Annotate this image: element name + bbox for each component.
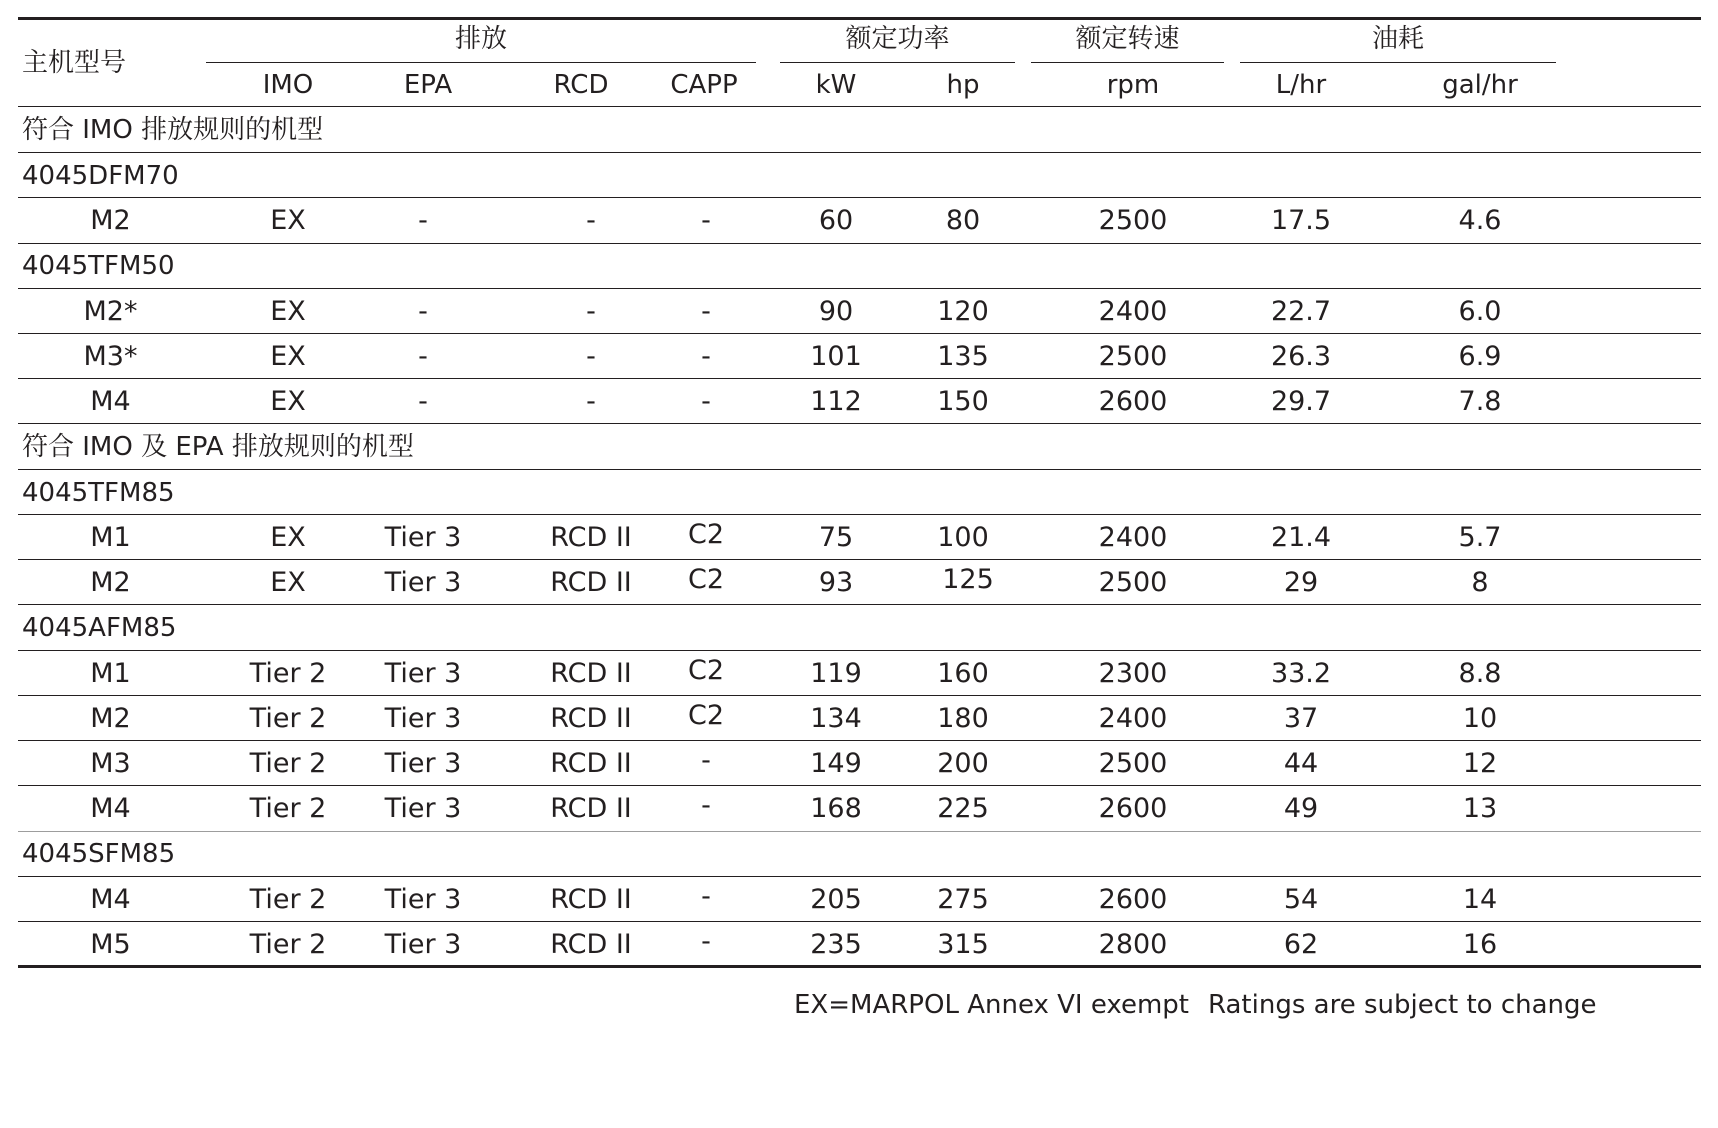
cell-rpm: 2400 [1098, 296, 1168, 327]
cell-kw: 101 [810, 341, 862, 372]
footnote-ratings: Ratings are subject to change [1208, 990, 1597, 1020]
cell-imo: EX [270, 296, 306, 327]
cell-imo: Tier 2 [249, 793, 327, 824]
footnote-exempt: EX=MARPOL Annex VI exempt [794, 990, 1190, 1020]
cell-rpm: 2600 [1098, 793, 1168, 824]
cell-variant: M1 [90, 658, 131, 689]
cell-capp: C2 [687, 564, 725, 595]
cell-gal-hr: 13 [1462, 793, 1498, 824]
cell-rpm: 2300 [1098, 658, 1168, 689]
header-group-rule-power [780, 62, 1015, 63]
cell-gal-hr: 8.8 [1458, 658, 1502, 689]
cell-kw: 235 [810, 929, 862, 960]
cell-epa: Tier 3 [384, 567, 462, 598]
header-group-speed: 额定转速 [1075, 24, 1180, 54]
cell-rcd: RCD II [550, 567, 632, 598]
cell-rcd: RCD II [550, 703, 632, 734]
cell-imo: Tier 2 [249, 929, 327, 960]
cell-hp: 180 [937, 703, 989, 734]
cell-variant: M1 [90, 522, 131, 553]
cell-gal-hr: 4.6 [1458, 205, 1502, 236]
cell-rcd: - [586, 386, 596, 417]
row-rule [18, 288, 1701, 289]
cell-hp: 150 [937, 386, 989, 417]
cell-kw: 75 [818, 522, 854, 553]
cell-capp: - [701, 926, 711, 957]
cell-kw: 93 [818, 567, 854, 598]
cell-epa: - [418, 205, 428, 236]
row-rule [18, 559, 1701, 560]
cell-rcd: RCD II [550, 929, 632, 960]
cell-epa: Tier 3 [384, 929, 462, 960]
cell-imo: EX [270, 386, 306, 417]
cell-l-hr: 62 [1283, 929, 1319, 960]
row-rule [18, 785, 1701, 786]
row-rule [18, 876, 1701, 877]
engine-model-name: 4045TFM50 [22, 251, 175, 281]
cell-rpm: 2800 [1098, 929, 1168, 960]
cell-l-hr: 44 [1283, 748, 1319, 779]
row-rule [18, 604, 1701, 605]
header-col-gal-hr: gal/hr [1442, 70, 1518, 100]
cell-hp: 135 [937, 341, 989, 372]
cell-epa: Tier 3 [384, 884, 462, 915]
cell-hp: 100 [937, 522, 989, 553]
cell-kw: 90 [818, 296, 854, 327]
cell-kw: 168 [810, 793, 862, 824]
cell-imo: Tier 2 [249, 658, 327, 689]
cell-gal-hr: 5.7 [1458, 522, 1502, 553]
cell-hp: 125 [942, 564, 994, 595]
header-bottom-rule [18, 106, 1701, 107]
header-col-rcd: RCD [553, 70, 609, 100]
cell-l-hr: 17.5 [1270, 205, 1332, 236]
cell-variant: M3* [83, 341, 138, 372]
cell-epa: - [418, 386, 428, 417]
cell-capp: C2 [687, 519, 725, 550]
header-col-epa: EPA [403, 70, 453, 100]
engine-model-name: 4045TFM85 [22, 478, 175, 508]
cell-l-hr: 33.2 [1270, 658, 1332, 689]
cell-epa: Tier 3 [384, 793, 462, 824]
cell-variant: M2 [90, 567, 131, 598]
cell-variant: M2 [90, 205, 131, 236]
cell-hp: 120 [937, 296, 989, 327]
cell-l-hr: 54 [1283, 884, 1319, 915]
cell-variant: M3 [90, 748, 131, 779]
cell-imo: Tier 2 [249, 703, 327, 734]
cell-gal-hr: 7.8 [1458, 386, 1502, 417]
header-group-rule-fuel [1240, 62, 1556, 63]
cell-capp: - [701, 745, 711, 776]
cell-l-hr: 26.3 [1270, 341, 1332, 372]
cell-capp: - [701, 205, 711, 236]
cell-rpm: 2500 [1098, 205, 1168, 236]
header-group-fuel: 油耗 [1371, 24, 1424, 54]
cell-imo: EX [270, 522, 306, 553]
cell-l-hr: 21.4 [1270, 522, 1332, 553]
cell-rpm: 2500 [1098, 341, 1168, 372]
cell-capp: C2 [687, 655, 725, 686]
cell-rcd: - [586, 341, 596, 372]
cell-epa: - [418, 341, 428, 372]
row-rule [18, 831, 1701, 832]
row-rule [18, 378, 1701, 379]
cell-imo: Tier 2 [249, 884, 327, 915]
cell-hp: 80 [945, 205, 981, 236]
cell-imo: Tier 2 [249, 748, 327, 779]
header-model-label: 主机型号 [22, 48, 127, 78]
header-col-kw: kW [815, 70, 857, 100]
cell-variant: M4 [90, 884, 131, 915]
cell-kw: 60 [818, 205, 854, 236]
row-rule [18, 423, 1701, 424]
table-bottom-rule [18, 965, 1701, 968]
row-rule [18, 243, 1701, 244]
section-title: 符合 IMO 排放规则的机型 [22, 115, 324, 145]
cell-epa: - [418, 296, 428, 327]
cell-capp: - [701, 296, 711, 327]
table-top-rule [18, 17, 1701, 20]
cell-rpm: 2600 [1098, 884, 1168, 915]
row-rule [18, 514, 1701, 515]
cell-variant: M4 [90, 793, 131, 824]
cell-gal-hr: 16 [1462, 929, 1498, 960]
cell-kw: 119 [810, 658, 862, 689]
cell-l-hr: 49 [1283, 793, 1319, 824]
row-rule [18, 197, 1701, 198]
cell-hp: 275 [937, 884, 989, 915]
cell-capp: - [701, 341, 711, 372]
cell-variant: M2* [83, 296, 138, 327]
header-col-imo: IMO [262, 70, 314, 100]
cell-rpm: 2500 [1098, 748, 1168, 779]
header-group-power: 额定功率 [845, 24, 950, 54]
engine-model-name: 4045DFM70 [22, 161, 179, 191]
cell-gal-hr: 6.0 [1458, 296, 1502, 327]
cell-kw: 134 [810, 703, 862, 734]
cell-rcd: - [586, 205, 596, 236]
cell-l-hr: 29 [1283, 567, 1319, 598]
cell-rcd: RCD II [550, 658, 632, 689]
header-group-rule-emissions [206, 62, 756, 63]
cell-imo: EX [270, 205, 306, 236]
cell-l-hr: 37 [1283, 703, 1319, 734]
cell-kw: 149 [810, 748, 862, 779]
cell-gal-hr: 8 [1471, 567, 1489, 598]
cell-capp: C2 [687, 700, 725, 731]
cell-l-hr: 29.7 [1270, 386, 1332, 417]
cell-gal-hr: 14 [1462, 884, 1498, 915]
row-rule [18, 650, 1701, 651]
cell-hp: 315 [937, 929, 989, 960]
cell-capp: - [701, 881, 711, 912]
header-col-hp: hp [946, 70, 980, 100]
cell-rcd: RCD II [550, 522, 632, 553]
cell-rcd: - [586, 296, 596, 327]
cell-rcd: RCD II [550, 793, 632, 824]
cell-hp: 200 [937, 748, 989, 779]
cell-variant: M2 [90, 703, 131, 734]
cell-rcd: RCD II [550, 748, 632, 779]
row-rule [18, 333, 1701, 334]
header-col-capp: CAPP [670, 70, 738, 100]
row-rule [18, 469, 1701, 470]
cell-gal-hr: 10 [1462, 703, 1498, 734]
cell-capp: - [701, 790, 711, 821]
row-rule [18, 152, 1701, 153]
cell-gal-hr: 12 [1462, 748, 1498, 779]
cell-hp: 160 [937, 658, 989, 689]
cell-rpm: 2600 [1098, 386, 1168, 417]
engine-model-name: 4045AFM85 [22, 613, 177, 643]
header-col-rpm: rpm [1106, 70, 1160, 100]
cell-kw: 205 [810, 884, 862, 915]
cell-hp: 225 [937, 793, 989, 824]
cell-rcd: RCD II [550, 884, 632, 915]
cell-epa: Tier 3 [384, 703, 462, 734]
row-rule [18, 695, 1701, 696]
cell-rpm: 2500 [1098, 567, 1168, 598]
cell-imo: EX [270, 341, 306, 372]
cell-epa: Tier 3 [384, 522, 462, 553]
section-title: 符合 IMO 及 EPA 排放规则的机型 [22, 432, 414, 462]
cell-variant: M4 [90, 386, 131, 417]
cell-epa: Tier 3 [384, 658, 462, 689]
cell-l-hr: 22.7 [1270, 296, 1332, 327]
cell-imo: EX [270, 567, 306, 598]
cell-rpm: 2400 [1098, 703, 1168, 734]
cell-rpm: 2400 [1098, 522, 1168, 553]
row-rule [18, 921, 1701, 922]
cell-variant: M5 [90, 929, 131, 960]
cell-kw: 112 [810, 386, 862, 417]
row-rule [18, 740, 1701, 741]
engine-model-name: 4045SFM85 [22, 839, 176, 869]
header-group-emissions: 排放 [454, 24, 507, 54]
cell-capp: - [701, 386, 711, 417]
cell-gal-hr: 6.9 [1458, 341, 1502, 372]
spec-table [18, 0, 1701, 1128]
header-col-l-hr: L/hr [1275, 70, 1327, 100]
header-group-rule-speed [1031, 62, 1224, 63]
cell-epa: Tier 3 [384, 748, 462, 779]
